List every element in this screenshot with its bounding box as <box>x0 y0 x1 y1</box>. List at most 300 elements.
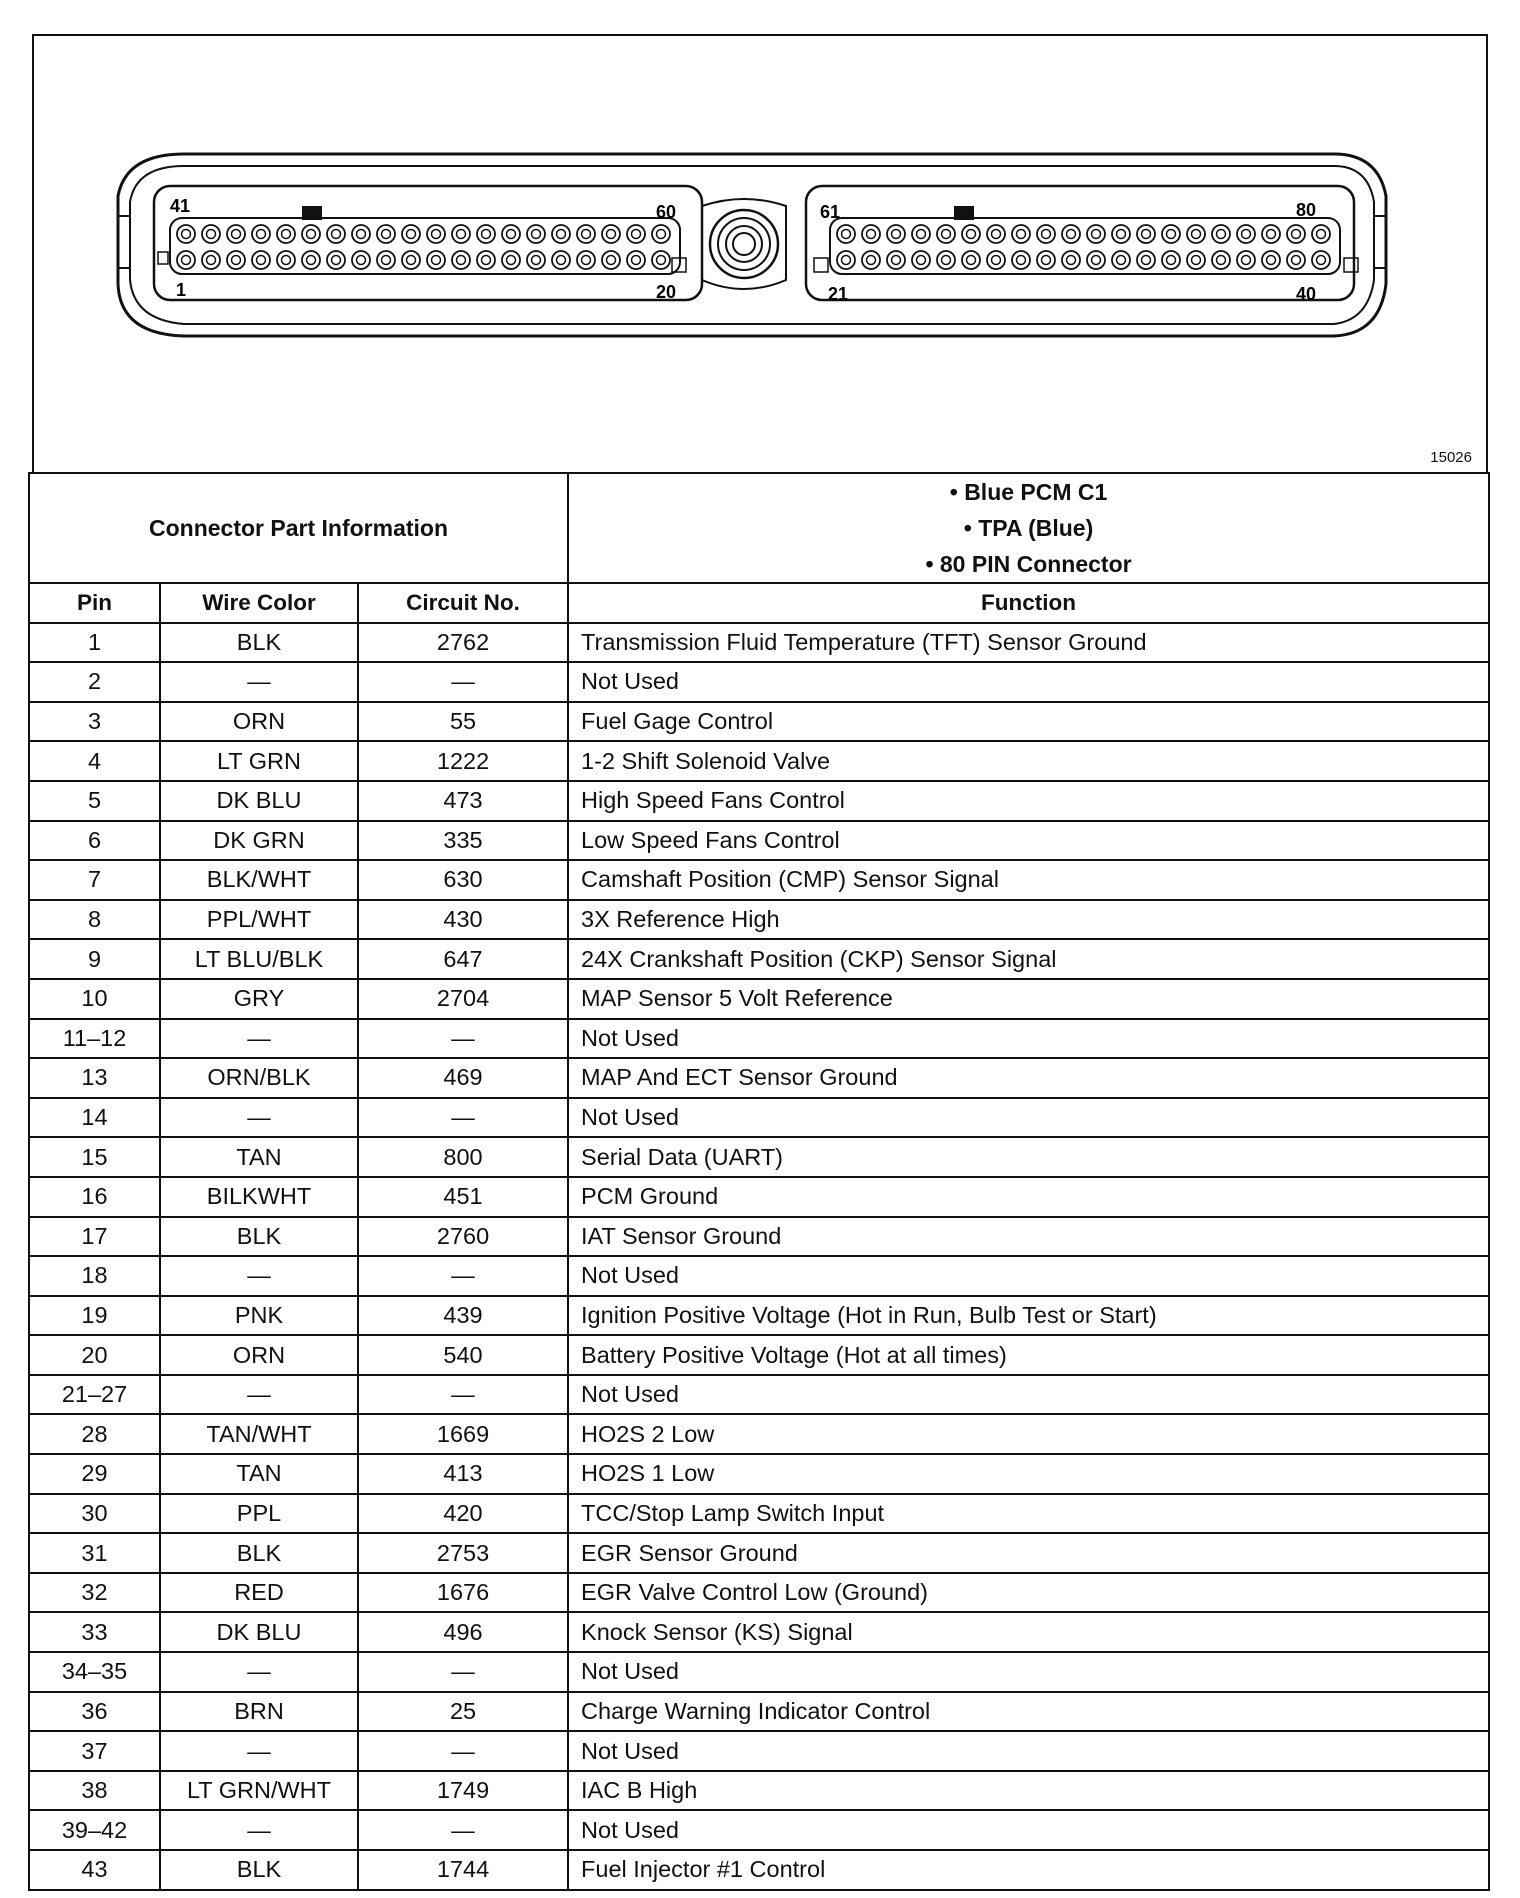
pin-cell: 14 <box>29 1098 160 1138</box>
left-latch <box>118 216 130 268</box>
wire-color-cell: — <box>160 1652 358 1692</box>
pin-socket <box>577 225 595 243</box>
pin-socket-core <box>457 230 466 239</box>
table-row <box>29 1098 1489 1138</box>
right-latch <box>1374 216 1386 268</box>
pin-cell: 6 <box>29 821 160 861</box>
pin-cell: 29 <box>29 1454 160 1494</box>
pin-socket-core <box>307 230 316 239</box>
table-row <box>29 1177 1489 1217</box>
wire-color-cell: — <box>160 1731 358 1771</box>
wire-color-cell: BLK <box>160 1850 358 1890</box>
function-cell: Serial Data (UART) <box>568 1137 1489 1177</box>
wire-color-cell: TAN <box>160 1454 358 1494</box>
table-row <box>29 1296 1489 1336</box>
function-cell: Fuel Injector #1 Control <box>568 1850 1489 1890</box>
pin-socket-core <box>892 230 901 239</box>
left-keyway <box>302 206 322 220</box>
function-cell: 24X Crankshaft Position (CKP) Sensor Signal <box>568 939 1489 979</box>
wire-color-cell: BLK/WHT <box>160 860 358 900</box>
pin-socket-core <box>482 230 491 239</box>
pin-socket-core <box>657 256 666 265</box>
function-cell: High Speed Fans Control <box>568 781 1489 821</box>
pin-socket <box>177 251 195 269</box>
function-cell: Not Used <box>568 1375 1489 1415</box>
pin-socket-core <box>1267 230 1276 239</box>
function-cell: IAC B High <box>568 1771 1489 1811</box>
circuit-no-cell: 25 <box>358 1692 568 1732</box>
function-cell: EGR Sensor Ground <box>568 1533 1489 1573</box>
wire-color-cell: LT GRN/WHT <box>160 1771 358 1811</box>
pin-socket-core <box>867 256 876 265</box>
wire-color-cell: BRN <box>160 1692 358 1732</box>
pin-socket-core <box>232 230 241 239</box>
function-cell: MAP Sensor 5 Volt Reference <box>568 979 1489 1019</box>
circuit-no-cell: 496 <box>358 1612 568 1652</box>
pin-socket-core <box>1242 230 1251 239</box>
wire-color-cell: LT GRN <box>160 741 358 781</box>
function-cell: Not Used <box>568 1731 1489 1771</box>
table-row <box>29 702 1489 742</box>
pin-cell: 19 <box>29 1296 160 1336</box>
function-cell: Charge Warning Indicator Control <box>568 1692 1489 1732</box>
pin-cell: 28 <box>29 1414 160 1454</box>
header-row <box>29 583 1489 623</box>
pin-socket <box>527 225 545 243</box>
pin-socket-core <box>232 256 241 265</box>
connector-info-bullets <box>568 473 1489 583</box>
pin-socket <box>987 225 1005 243</box>
pin-cell: 9 <box>29 939 160 979</box>
pin-socket-core <box>942 256 951 265</box>
pin-socket <box>1137 225 1155 243</box>
pin-cell: 21–27 <box>29 1375 160 1415</box>
center-bolt <box>710 210 778 278</box>
pin-socket <box>962 225 980 243</box>
table-row <box>29 1771 1489 1811</box>
right-block-tab <box>814 258 828 272</box>
pin-socket-core <box>1317 230 1326 239</box>
pin-socket-core <box>257 256 266 265</box>
circuit-no-cell: 473 <box>358 781 568 821</box>
function-cell: Ignition Positive Voltage (Hot in Run, Bulb Test or Start) <box>568 1296 1489 1336</box>
header-wire-color: Wire Color <box>160 583 358 623</box>
table-row <box>29 860 1489 900</box>
function-cell: Not Used <box>568 1098 1489 1138</box>
pin-socket-core <box>1067 230 1076 239</box>
pin-socket-core <box>282 230 291 239</box>
pin-socket <box>1287 225 1305 243</box>
pin-socket <box>912 251 930 269</box>
table-row <box>29 1454 1489 1494</box>
function-cell: Low Speed Fans Control <box>568 821 1489 861</box>
pin-socket <box>402 225 420 243</box>
pin-cell: 13 <box>29 1058 160 1098</box>
connector-info-row <box>29 473 1489 583</box>
header-circuit-no: Circuit No. <box>358 583 568 623</box>
wire-color-cell: TAN/WHT <box>160 1414 358 1454</box>
pin-socket-core <box>1142 256 1151 265</box>
function-cell: HO2S 2 Low <box>568 1414 1489 1454</box>
pin-cell: 38 <box>29 1771 160 1811</box>
center-bolt-core <box>733 233 755 255</box>
pin-socket <box>602 225 620 243</box>
wire-color-cell: — <box>160 662 358 702</box>
pin-cell: 34–35 <box>29 1652 160 1692</box>
table-row <box>29 1375 1489 1415</box>
pin-socket-core <box>332 230 341 239</box>
pin-socket-core <box>332 256 341 265</box>
pin-socket-core <box>382 230 391 239</box>
function-cell: Not Used <box>568 1019 1489 1059</box>
pin-socket-core <box>992 230 1001 239</box>
right-pin-array <box>837 225 1330 269</box>
info-bullet: • 80 PIN Connector <box>925 551 1132 577</box>
connector-face-diagram <box>34 36 1490 474</box>
circuit-no-cell: — <box>358 1731 568 1771</box>
function-cell: TCC/Stop Lamp Switch Input <box>568 1494 1489 1534</box>
pin-cell: 8 <box>29 900 160 940</box>
pin-socket <box>252 225 270 243</box>
center-bolt-ring-inner <box>726 226 762 262</box>
function-cell: Fuel Gage Control <box>568 702 1489 742</box>
circuit-no-cell: 1222 <box>358 741 568 781</box>
circuit-no-cell: 2704 <box>358 979 568 1019</box>
wire-color-cell: — <box>160 1019 358 1059</box>
pin-socket <box>452 225 470 243</box>
circuit-no-cell: 413 <box>358 1454 568 1494</box>
pin-cell: 11–12 <box>29 1019 160 1059</box>
circuit-no-cell: 1676 <box>358 1573 568 1613</box>
pin-socket <box>627 251 645 269</box>
function-cell: 1-2 Shift Solenoid Valve <box>568 741 1489 781</box>
pin-socket-core <box>967 230 976 239</box>
pin-socket-core <box>917 230 926 239</box>
wire-color-cell: BLK <box>160 1533 358 1573</box>
pin-label-1: 1 <box>176 280 187 300</box>
pin-socket-core <box>207 230 216 239</box>
pin-socket-core <box>182 230 191 239</box>
function-cell: MAP And ECT Sensor Ground <box>568 1058 1489 1098</box>
pin-socket-core <box>532 256 541 265</box>
function-cell: PCM Ground <box>568 1177 1489 1217</box>
header-function: Function <box>568 583 1489 623</box>
circuit-no-cell: 540 <box>358 1335 568 1375</box>
circuit-no-cell: 451 <box>358 1177 568 1217</box>
table-row <box>29 1692 1489 1732</box>
circuit-no-cell: 430 <box>358 900 568 940</box>
pin-socket <box>1262 251 1280 269</box>
pin-cell: 43 <box>29 1850 160 1890</box>
table-row <box>29 821 1489 861</box>
pin-socket-core <box>307 256 316 265</box>
connector-part-info-label: Connector Part Information <box>29 473 568 583</box>
pin-socket <box>887 251 905 269</box>
circuit-no-cell: 420 <box>358 1494 568 1534</box>
pin-socket-core <box>582 230 591 239</box>
pin-cell: 20 <box>29 1335 160 1375</box>
pin-socket <box>427 225 445 243</box>
pin-socket <box>202 225 220 243</box>
table-row <box>29 1217 1489 1257</box>
pin-socket-core <box>1092 256 1101 265</box>
circuit-no-cell: 647 <box>358 939 568 979</box>
wire-color-cell: TAN <box>160 1137 358 1177</box>
circuit-no-cell: 1744 <box>358 1850 568 1890</box>
function-cell: Camshaft Position (CMP) Sensor Signal <box>568 860 1489 900</box>
pin-socket-core <box>607 256 616 265</box>
wire-color-cell: PPL/WHT <box>160 900 358 940</box>
wire-color-cell: BLK <box>160 1217 358 1257</box>
pin-label-60: 60 <box>656 202 677 222</box>
wire-color-cell: DK BLU <box>160 781 358 821</box>
pin-socket-core <box>967 256 976 265</box>
table-row <box>29 781 1489 821</box>
wire-color-cell: RED <box>160 1573 358 1613</box>
pin-socket-core <box>557 256 566 265</box>
pin-socket <box>602 251 620 269</box>
pin-label-61: 61 <box>820 202 841 222</box>
pin-socket <box>177 225 195 243</box>
pinout-table <box>28 472 1490 1891</box>
circuit-no-cell: — <box>358 1810 568 1850</box>
wire-color-cell: DK GRN <box>160 821 358 861</box>
pin-socket <box>1187 251 1205 269</box>
left-pin-array <box>177 225 670 269</box>
pin-cell: 31 <box>29 1533 160 1573</box>
function-cell: Not Used <box>568 1256 1489 1296</box>
housing-outline <box>118 154 1386 336</box>
circuit-no-cell: 55 <box>358 702 568 742</box>
pin-socket <box>477 225 495 243</box>
pin-socket-core <box>842 256 851 265</box>
pin-cell: 18 <box>29 1256 160 1296</box>
pin-socket <box>452 251 470 269</box>
pin-socket <box>227 251 245 269</box>
pin-socket-core <box>632 256 641 265</box>
pin-socket <box>1087 225 1105 243</box>
pin-cell: 1 <box>29 623 160 663</box>
pin-cell: 10 <box>29 979 160 1019</box>
header-pin: Pin <box>29 583 160 623</box>
pin-socket <box>252 251 270 269</box>
pin-socket-core <box>1167 230 1176 239</box>
pin-socket <box>937 225 955 243</box>
pin-socket-core <box>632 230 641 239</box>
pin-socket-core <box>582 256 591 265</box>
pin-socket <box>1237 225 1255 243</box>
wire-color-cell: ORN <box>160 702 358 742</box>
pin-label-80: 80 <box>1296 200 1317 220</box>
pin-socket-core <box>407 230 416 239</box>
pin-socket <box>887 225 905 243</box>
pin-socket <box>1212 225 1230 243</box>
info-bullet: • TPA (Blue) <box>963 515 1094 541</box>
table-row <box>29 1019 1489 1059</box>
pin-cell: 7 <box>29 860 160 900</box>
pin-socket-core <box>917 256 926 265</box>
pin-socket <box>1062 225 1080 243</box>
pin-cell: 39–42 <box>29 1810 160 1850</box>
circuit-no-cell: 630 <box>358 860 568 900</box>
left-block-tab <box>158 252 168 264</box>
right-keyway <box>954 206 974 220</box>
wire-color-cell: PPL <box>160 1494 358 1534</box>
pin-socket <box>552 225 570 243</box>
pin-socket-core <box>457 256 466 265</box>
table-row <box>29 1810 1489 1850</box>
function-cell: 3X Reference High <box>568 900 1489 940</box>
pin-socket <box>377 251 395 269</box>
pin-socket-core <box>1217 256 1226 265</box>
pin-socket <box>352 251 370 269</box>
function-cell: IAT Sensor Ground <box>568 1217 1489 1257</box>
pin-cell: 17 <box>29 1217 160 1257</box>
function-cell: HO2S 1 Low <box>568 1454 1489 1494</box>
table-row <box>29 741 1489 781</box>
pin-socket-core <box>1017 230 1026 239</box>
circuit-no-cell: 335 <box>358 821 568 861</box>
pin-socket-core <box>507 230 516 239</box>
pin-socket <box>327 225 345 243</box>
table-row <box>29 900 1489 940</box>
pin-socket <box>912 225 930 243</box>
pin-socket-core <box>657 230 666 239</box>
pin-socket-core <box>992 256 1001 265</box>
pin-socket-core <box>867 230 876 239</box>
wire-color-cell: GRY <box>160 979 358 1019</box>
function-cell: Transmission Fluid Temperature (TFT) Sensor Ground <box>568 623 1489 663</box>
pin-socket <box>202 251 220 269</box>
pin-socket-core <box>1192 230 1201 239</box>
figure-number: 15026 <box>1430 449 1472 466</box>
pin-socket <box>1062 251 1080 269</box>
connector-document <box>28 34 1488 1888</box>
table-row <box>29 979 1489 1019</box>
circuit-no-cell: 800 <box>358 1137 568 1177</box>
pin-socket-core <box>1167 256 1176 265</box>
pin-socket-core <box>282 256 291 265</box>
wire-color-cell: — <box>160 1098 358 1138</box>
table-row <box>29 1533 1489 1573</box>
pin-cell: 37 <box>29 1731 160 1771</box>
pin-socket <box>962 251 980 269</box>
function-cell: Battery Positive Voltage (Hot at all times) <box>568 1335 1489 1375</box>
pin-socket-core <box>1242 256 1251 265</box>
pin-socket <box>837 251 855 269</box>
pin-socket <box>1212 251 1230 269</box>
pin-socket-core <box>842 230 851 239</box>
pin-socket <box>527 251 545 269</box>
pin-socket-core <box>207 256 216 265</box>
circuit-no-cell: 469 <box>358 1058 568 1098</box>
pin-socket-core <box>1092 230 1101 239</box>
pin-socket <box>652 251 670 269</box>
function-cell: Not Used <box>568 1652 1489 1692</box>
pin-socket-core <box>482 256 491 265</box>
wire-color-cell: DK BLU <box>160 1612 358 1652</box>
pin-socket <box>837 225 855 243</box>
pin-socket-core <box>432 230 441 239</box>
wire-color-cell: ORN/BLK <box>160 1058 358 1098</box>
circuit-no-cell: — <box>358 1256 568 1296</box>
wire-color-cell: ORN <box>160 1335 358 1375</box>
pin-socket <box>1162 251 1180 269</box>
pin-socket-core <box>507 256 516 265</box>
pin-socket-core <box>892 256 901 265</box>
pin-socket <box>277 225 295 243</box>
pin-cell: 3 <box>29 702 160 742</box>
table-row <box>29 1058 1489 1098</box>
pin-label-21: 21 <box>828 284 849 304</box>
pin-cell: 33 <box>29 1612 160 1652</box>
table-row <box>29 1494 1489 1534</box>
pin-socket <box>1262 225 1280 243</box>
pin-socket-core <box>1292 256 1301 265</box>
pin-label-41: 41 <box>170 196 191 216</box>
pin-cell: 5 <box>29 781 160 821</box>
wire-color-cell: — <box>160 1375 358 1415</box>
pin-socket-core <box>1267 256 1276 265</box>
table-row <box>29 623 1489 663</box>
pin-cell: 4 <box>29 741 160 781</box>
pin-socket-core <box>1217 230 1226 239</box>
pin-socket <box>377 225 395 243</box>
pin-socket-core <box>1317 256 1326 265</box>
circuit-no-cell: — <box>358 1375 568 1415</box>
pin-cell: 2 <box>29 662 160 702</box>
pin-socket <box>1087 251 1105 269</box>
pin-socket <box>502 251 520 269</box>
pin-socket-core <box>532 230 541 239</box>
pin-socket <box>987 251 1005 269</box>
function-cell: Not Used <box>568 1810 1489 1850</box>
pin-socket <box>1012 251 1030 269</box>
pin-label-20: 20 <box>656 282 677 302</box>
wire-color-cell: — <box>160 1256 358 1296</box>
pin-socket-core <box>1017 256 1026 265</box>
pin-cell: 36 <box>29 1692 160 1732</box>
circuit-no-cell: 2760 <box>358 1217 568 1257</box>
pin-socket <box>1237 251 1255 269</box>
circuit-no-cell: — <box>358 1652 568 1692</box>
circuit-no-cell: 1669 <box>358 1414 568 1454</box>
circuit-no-cell: — <box>358 1098 568 1138</box>
pin-socket <box>477 251 495 269</box>
pin-socket-core <box>182 256 191 265</box>
pin-socket-core <box>1117 256 1126 265</box>
pin-socket <box>1312 251 1330 269</box>
pin-socket <box>577 251 595 269</box>
pin-cell: 15 <box>29 1137 160 1177</box>
info-bullet: • Blue PCM C1 <box>949 479 1108 505</box>
pin-socket <box>1287 251 1305 269</box>
pin-socket <box>1037 225 1055 243</box>
pin-socket-core <box>1192 256 1201 265</box>
circuit-no-cell: — <box>358 662 568 702</box>
pin-socket <box>227 225 245 243</box>
wire-color-cell: BLK <box>160 623 358 663</box>
pin-socket <box>1037 251 1055 269</box>
pin-label-40: 40 <box>1296 284 1317 304</box>
pin-socket <box>502 225 520 243</box>
wire-color-cell: BILKWHT <box>160 1177 358 1217</box>
pin-socket <box>302 225 320 243</box>
pin-socket-core <box>607 230 616 239</box>
pin-socket <box>327 251 345 269</box>
center-bolt-housing <box>702 199 786 289</box>
table-row <box>29 1335 1489 1375</box>
